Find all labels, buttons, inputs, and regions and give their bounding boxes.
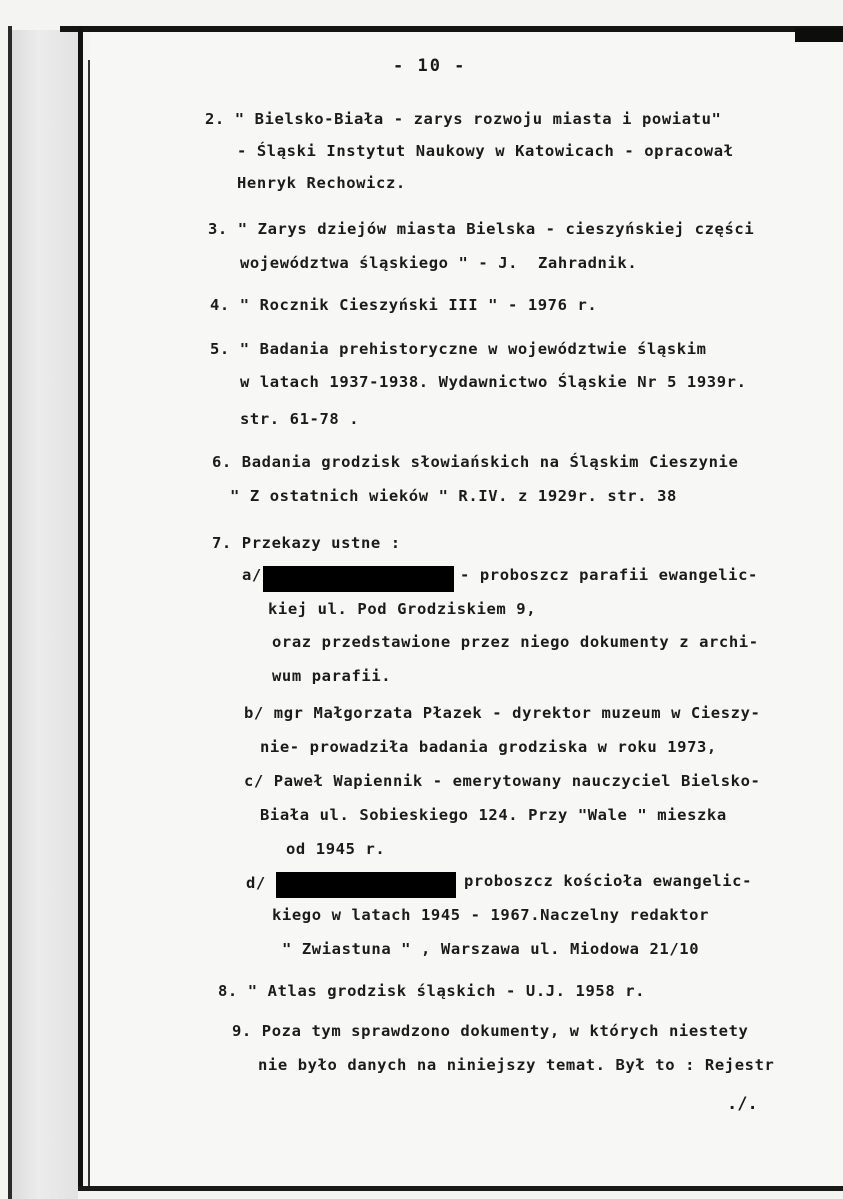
continuation-mark: ./. bbox=[727, 1094, 758, 1114]
entry-2-line-1: 2. " Bielsko-Biała - zarys rozwoju miasta i powiatu" bbox=[205, 110, 722, 128]
page-border-bottom bbox=[78, 1186, 843, 1191]
entry-6-line-2: " Z ostatnich wieków " R.IV. z 1929r. str. 38 bbox=[230, 487, 677, 505]
entry-7a-line-1: - proboszcz parafii ewangelic- bbox=[460, 566, 758, 584]
entry-7d-line-1: proboszcz kościoła ewangelic- bbox=[464, 872, 753, 890]
entry-8: 8. " Atlas grodzisk śląskich - U.J. 1958 r. bbox=[218, 982, 646, 1000]
entry-7-heading: 7. Przekazy ustne : bbox=[212, 534, 401, 552]
redaction-bar bbox=[263, 566, 454, 592]
entry-7a-line-2: kiej ul. Pod Grodziskiem 9, bbox=[268, 600, 537, 618]
entry-5-line-2: w latach 1937-1938. Wydawnictwo Śląskie Nr 5 1939r. bbox=[240, 373, 747, 391]
entry-7a-line-4: wum parafii. bbox=[272, 667, 392, 685]
entry-9-line-1: 9. Poza tym sprawdzono dokumenty, w których niestety bbox=[232, 1022, 749, 1040]
entry-7c-line-2: Biała ul. Sobieskiego 124. Przy "Wale " mieszka bbox=[260, 806, 727, 824]
entry-7d-label: d/ bbox=[246, 874, 266, 892]
entry-7b-line-2: nie- prowadziła badania grodziska w roku 1973, bbox=[260, 738, 717, 756]
entry-2-line-2: - Śląski Instytut Naukowy w Katowicach - opracował bbox=[237, 142, 734, 160]
page-border-left bbox=[78, 26, 83, 1191]
entry-9-line-2: nie było danych na niniejszy temat. Był to : Rejestr bbox=[258, 1056, 775, 1074]
entry-2-line-3: Henryk Rechowicz. bbox=[237, 174, 406, 192]
page-border-left-inner bbox=[88, 60, 90, 1190]
entry-4: 4. " Rocznik Cieszyński III " - 1976 r. bbox=[210, 296, 598, 314]
scan-edge-shadow bbox=[12, 30, 78, 1199]
scan-edge-left bbox=[8, 26, 12, 1199]
entry-5-line-3: str. 61-78 . bbox=[240, 410, 360, 428]
entry-7d-line-2: kiego w latach 1945 - 1967.Naczelny redaktor bbox=[272, 906, 709, 924]
scan-edge-top bbox=[60, 26, 843, 32]
entry-7b-line-1: b/ mgr Małgorzata Płazek - dyrektor muzeum w Cieszy- bbox=[244, 704, 761, 722]
entry-7a-line-3: oraz przedstawione przez niego dokumenty z archi- bbox=[272, 633, 759, 651]
entry-5-line-1: 5. " Badania prehistoryczne w województwie śląskim bbox=[210, 340, 707, 358]
entry-7a-label: a/ bbox=[242, 566, 262, 584]
entry-6-line-1: 6. Badania grodzisk słowiańskich na Śląskim Cieszynie bbox=[212, 453, 739, 471]
entry-7c-line-3: od 1945 r. bbox=[286, 840, 386, 858]
entry-7d-line-3: " Zwiastuna " , Warszawa ul. Miodowa 21/10 bbox=[282, 940, 700, 958]
page-number: - 10 - bbox=[393, 56, 467, 76]
entry-7c-line-1: c/ Paweł Wapiennik - emerytowany nauczyciel Bielsko- bbox=[244, 772, 761, 790]
entry-3-line-2: województwa śląskiego " - J. Zahradnik. bbox=[240, 254, 638, 272]
corner-mark bbox=[795, 28, 843, 42]
redaction-bar bbox=[276, 872, 456, 898]
entry-3-line-1: 3. " Zarys dziejów miasta Bielska - cieszyńskiej części bbox=[208, 220, 755, 238]
